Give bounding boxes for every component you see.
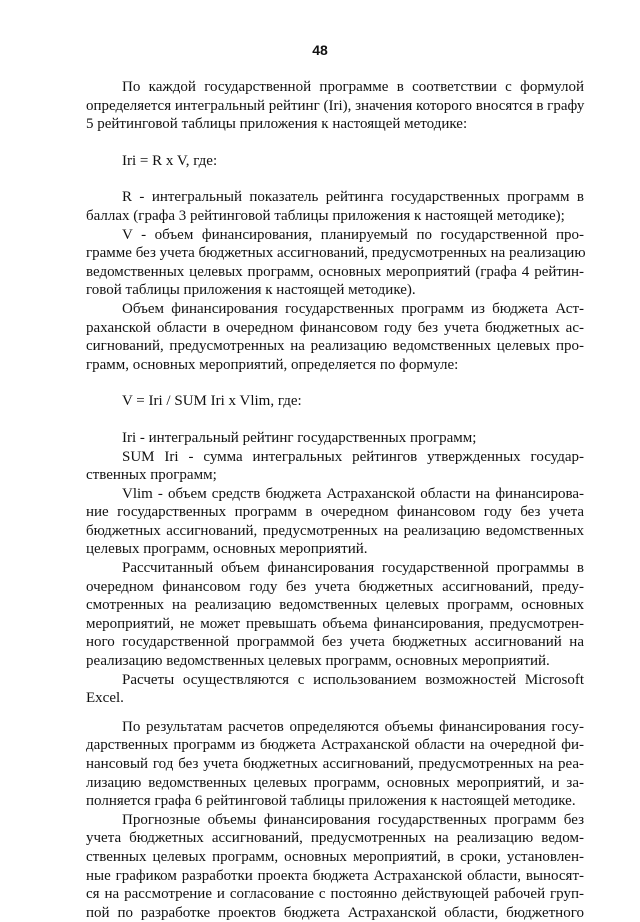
text-line: Vlim - объем средств бюджета Астраханской области на финансирова- [122, 485, 584, 502]
text-line: бюджетных ассигнований, предусмотренных на реализацию ведомственных [86, 522, 584, 539]
text-line: смотренных на реализацию ведомственных целевых программ, основных [86, 597, 584, 614]
text-line: SUM Iri - сумма интегральных рейтингов утвержденных государ- [122, 448, 584, 465]
text-line: Excel. [86, 690, 124, 707]
text-line: ственных программ; [86, 467, 217, 484]
paragraph-volume [86, 300, 584, 374]
text-line: сигнований, предусмотренных на реализацию ведомственных целевых про- [86, 338, 584, 355]
text-line: баллах (графа 3 рейтинговой таблицы приложения к настоящей методике); [86, 207, 565, 224]
text-line: реализацию ведомственных целевых программ, основных мероприятий. [86, 653, 550, 670]
text-line: пой по разработке проектов бюджета Астраханской области, бюджетного [86, 904, 584, 921]
definition-iri: Iri - интегральный рейтинг государственных программ; [122, 429, 477, 446]
text-line: дарственных программ из бюджета Астраханской области на очередной фи- [86, 737, 584, 754]
text-line: V - объем финансирования, планируемый по государственной про- [122, 226, 584, 243]
page-number: 48 [312, 42, 328, 58]
text-line: грамме без учета бюджетных ассигнований, предусмотренных на реализацию [86, 245, 586, 262]
text-line: лизацию ведомственных целевых программ, основных мероприятий, и за- [86, 774, 584, 791]
text-line: Рассчитанный объем финансирования государственной программы в [122, 560, 584, 577]
document-body [86, 78, 584, 922]
text-line: ние государственных программ в очередном финансовом году без учета [86, 504, 584, 521]
text-line: ные графиком разработки проекта бюджета Астраханской области, выносят- [86, 867, 584, 884]
definition-sum-iri [86, 448, 584, 485]
text-line: раханской области в очередном финансовом году без учета бюджетных ас- [86, 319, 584, 336]
text-line: Объем финансирования государственных программ из бюджета Аст- [122, 300, 584, 317]
text-line: ся на рассмотрение и согласование с постоянно действующей рабочей груп- [86, 886, 584, 903]
text-line: учета бюджетных ассигнований, предусмотренных на реализацию ведом- [86, 830, 584, 847]
paragraph-calculated [86, 559, 584, 671]
text-line: нансовый год без учета бюджетных ассигнований, предусмотренных на реа- [86, 756, 584, 772]
text-line: полняется графа 6 рейтинговой таблицы приложения к настоящей методике. [86, 793, 576, 810]
text-line: Прогнозные объемы финансирования государственных программ без [122, 811, 584, 828]
definition-v [86, 226, 584, 300]
paragraph-integral-rating [86, 78, 584, 134]
text-line: 5 рейтинговой таблицы приложения к настоящей методике: [86, 116, 468, 133]
text-line: целевых программ, основных мероприятий. [86, 541, 368, 558]
text-line: очередном финансовом году без учета бюджетных ассигнований, преду- [86, 578, 584, 595]
paragraph-forecast [86, 811, 584, 922]
text-line: мероприятий, не может превышать объема финансирования, предусмотрен- [86, 615, 584, 632]
definition-vlim [86, 485, 584, 559]
text-line: По результатам расчетов определяются объемы финансирования госу- [122, 718, 584, 735]
text-line: R - интегральный показатель рейтинга государственных программ в [122, 189, 584, 206]
text-line: По каждой государственной программе в соответствии с формулой [122, 79, 584, 95]
text-line: определяется интегральный рейтинг (Iri), значения которого вносятся в графу [86, 97, 585, 114]
paragraph-results [86, 718, 584, 811]
formula-iri: Iri = R x V, где: [122, 152, 218, 169]
definition-r [86, 188, 584, 225]
text-line: Расчеты осуществляются с использованием возможностей Microsoft [122, 671, 584, 688]
text-line: ведомственных целевых программ, основных мероприятий (графа 4 рейтин- [86, 263, 584, 280]
text-line: грамм, основных мероприятий, определяется по формуле: [86, 356, 459, 373]
text-line: ственных целевых программ, основных мероприятий, в сроки, установлен- [86, 848, 584, 865]
text-line: ного государственной программой без учета бюджетных ассигнований на [86, 634, 584, 651]
paragraph-excel [86, 671, 584, 708]
formula-v: V = Iri / SUM Iri x Vlim, где: [122, 393, 302, 410]
text-line: говой таблицы приложения к настоящей методике). [86, 282, 416, 299]
